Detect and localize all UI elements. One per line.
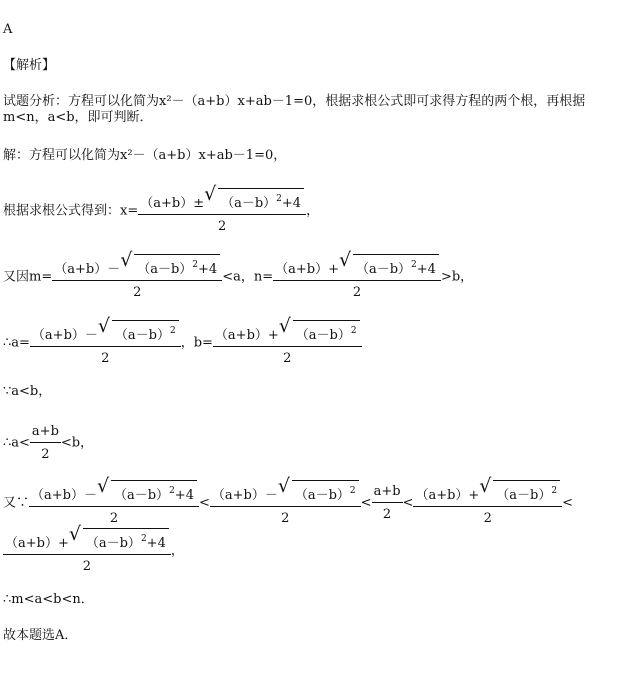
final-answer-line: 故本题选A．	[3, 628, 78, 643]
radicand: （a－b）	[496, 488, 552, 503]
chain-fraction-b	[413, 475, 562, 527]
n-fraction	[273, 249, 441, 301]
a-denominator: 2	[101, 351, 110, 366]
a-prefix: ∴a=	[3, 335, 30, 351]
chain-b-numerator: （a+b）+	[415, 488, 480, 503]
root-formula-fraction	[138, 183, 306, 235]
chain-fraction-n	[3, 523, 171, 575]
punct: ，	[306, 203, 320, 219]
sqrt-sign-icon: √ $(a-b)^2$	[278, 480, 359, 504]
solution-simplify: 解：方程可以化简为x²－（a+b）x+ab－1=0，	[3, 148, 287, 163]
chain-m-numerator: （a+b）－	[31, 488, 97, 503]
radicand: （a－b）	[114, 328, 170, 343]
m-numerator: （a+b）－	[54, 262, 121, 277]
midpoint-numerator: a+b	[30, 424, 61, 443]
radicand: （a－b）	[355, 262, 412, 277]
less-than: <	[198, 495, 210, 511]
radicand: （a－b）	[295, 328, 351, 343]
radicand: （a－b）	[85, 536, 141, 551]
b-numerator: （a+b）+	[214, 328, 279, 343]
m-prefix: 又因m=	[3, 269, 53, 285]
radicand-tail: +4	[174, 488, 194, 503]
m-n-line	[3, 249, 474, 301]
chain-n-numerator: （a+b）+	[5, 536, 69, 551]
m-fraction	[52, 249, 222, 301]
chain-b-denominator: 2	[483, 511, 492, 526]
less-than: <	[562, 495, 574, 511]
chain-n-denominator: 2	[82, 559, 92, 574]
root-formula-denominator: 2	[218, 219, 227, 234]
less-than: <	[402, 495, 414, 511]
n-denominator: 2	[352, 285, 362, 300]
n-numerator: （a+b）+	[275, 262, 339, 277]
midpoint-fraction	[30, 424, 61, 463]
chain-fraction-a	[210, 475, 361, 527]
a-numerator: （a+b）－	[31, 328, 98, 343]
b-fraction	[213, 315, 362, 367]
root-formula-numerator: （a+b）±	[140, 196, 205, 211]
answer: A	[3, 22, 13, 37]
chain-fraction-m	[29, 475, 199, 527]
sqrt-sign-icon: √ $(a-b)^2+4$	[97, 480, 197, 504]
analysis-heading: 【解析】	[3, 58, 56, 73]
b-prefix: ，b=	[180, 335, 213, 351]
radicand-tail: +4	[146, 536, 166, 551]
radicand: （a－b）	[113, 488, 170, 503]
sqrt-sign-icon: √ $(a-b)^2+4$	[120, 254, 220, 278]
sqrt-sign-icon: √ $(a-b)^2+4$	[69, 528, 169, 552]
sqrt-sign-icon: √ $(a-b)^2+4$	[339, 254, 439, 278]
conclusion-line: ∴m<a<b<n．	[3, 592, 94, 607]
a-b-line	[3, 315, 362, 367]
n-suffix: >b，	[440, 269, 474, 285]
chain-line-2	[3, 523, 184, 575]
radicand-tail: +4	[198, 262, 218, 277]
chain-m-denominator: 2	[109, 511, 119, 526]
chain-mid-denominator: 2	[382, 507, 392, 522]
midpoint-prefix: ∴a<	[3, 435, 30, 451]
midpoint-line	[3, 424, 93, 463]
chain-fraction-mid	[372, 484, 403, 523]
radicand-tail: +4	[416, 262, 436, 277]
chain-mid-numerator: a+b	[372, 484, 403, 503]
chain-a-numerator: （a+b）－	[211, 488, 278, 503]
b-denominator: 2	[283, 351, 292, 366]
punct: ，	[170, 543, 184, 559]
m-denominator: 2	[133, 285, 142, 300]
radicand: （a－b）	[221, 196, 277, 211]
analysis-line-1: 试题分析：方程可以化简为x²－（a+b）x+ab－1=0，根据求根公式即可求得方程的两个根，再根据	[3, 94, 586, 109]
chain-line-1	[3, 475, 574, 527]
radicand-tail: +4	[281, 196, 302, 211]
less-than: <	[360, 495, 372, 511]
radicand: （a－b）	[294, 488, 350, 503]
radicand: （a－b）	[137, 262, 193, 277]
sqrt-sign-icon: √ $(a-b)^2+4$	[204, 188, 304, 212]
a-fraction	[30, 315, 181, 367]
root-formula-prefix: 根据求根公式得到：x=	[3, 203, 139, 219]
sqrt-sign-icon: √ $(a-b)^2$	[479, 480, 560, 504]
analysis-line-2: m<n，a<b，即可判断．	[3, 110, 153, 125]
m-n-separator: <a，n=	[222, 269, 274, 285]
since-line: ∵a<b，	[3, 384, 52, 399]
chain-prefix: 又∵	[3, 495, 30, 511]
sqrt-sign-icon: √ $(a-b)^2$	[98, 320, 179, 344]
midpoint-suffix: <b，	[60, 435, 94, 451]
midpoint-denominator: 2	[41, 447, 50, 462]
chain-a-denominator: 2	[281, 511, 290, 526]
sqrt-sign-icon: √ $(a-b)^2$	[279, 320, 360, 344]
root-formula-line	[3, 183, 320, 235]
